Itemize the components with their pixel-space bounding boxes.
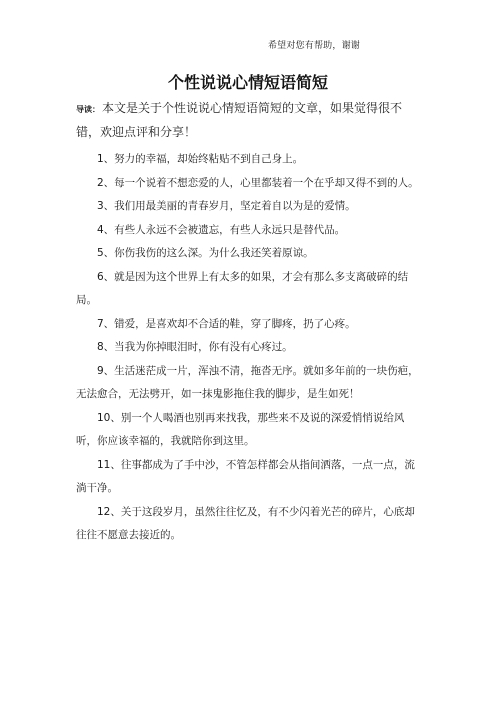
list-item: 4、有些人永远不会被遗忘，有些人永远只是替代品。 (97, 223, 346, 236)
list-item: 2、每一个说着不想恋爱的人，心里都装着一个在乎却又得不到的人。 (97, 176, 419, 189)
list-item: 10、别一个人喝酒也别再来找我，那些来不及说的深爱悄悄说给风听，你应该幸福的，我就陪你到这里。 (76, 411, 405, 447)
list-item: 3、我们用最美丽的青春岁月，坚定着自以为是的爱情。 (97, 200, 356, 212)
document-title: 个性说说心情短语简短 (167, 73, 328, 92)
list-item: 12、关于这段岁月，虽然往往忆及，有不少闪着光芒的碎片，心底却往往不愿意去接近的。 (76, 505, 415, 541)
list-item: 1、努力的幸福，却始终粘贴不到自己身上。 (97, 153, 304, 165)
list-item: 11、往事都成为了手中沙，不管怎样都会从指间洒落，一点一点，流淌干净。 (76, 458, 415, 494)
intro-text: 本文是关于个性说说心情短语简短的文章，如果觉得很不错，欢迎点评和分享！ (76, 101, 403, 139)
list-item: 8、当我为你掉眼泪时，你有没有心疼过。 (97, 341, 293, 353)
item-list (76, 148, 420, 548)
list-item: 7、错爱，是喜欢却不合适的鞋，穿了脚疼，扔了心疼。 (97, 317, 356, 330)
list-item: 5、你伤我伤的这么深。为什么我还笑着原谅。 (97, 247, 314, 259)
intro-paragraph (76, 97, 420, 144)
list-item: 9、生活迷茫成一片，浑浊不清，拖沓无序。就如多年前的一块伤疤，无法愈合，无法劈开，如一抹鬼影拖住我的脚步，是生如死！ (76, 364, 419, 400)
list-item: 6、就是因为这个世界上有太多的如果，才会有那么多支离破碎的结局。 (76, 270, 409, 306)
header-note: 希望对您有帮助，谢谢 (267, 41, 360, 51)
intro-label: 导读： (76, 105, 100, 114)
